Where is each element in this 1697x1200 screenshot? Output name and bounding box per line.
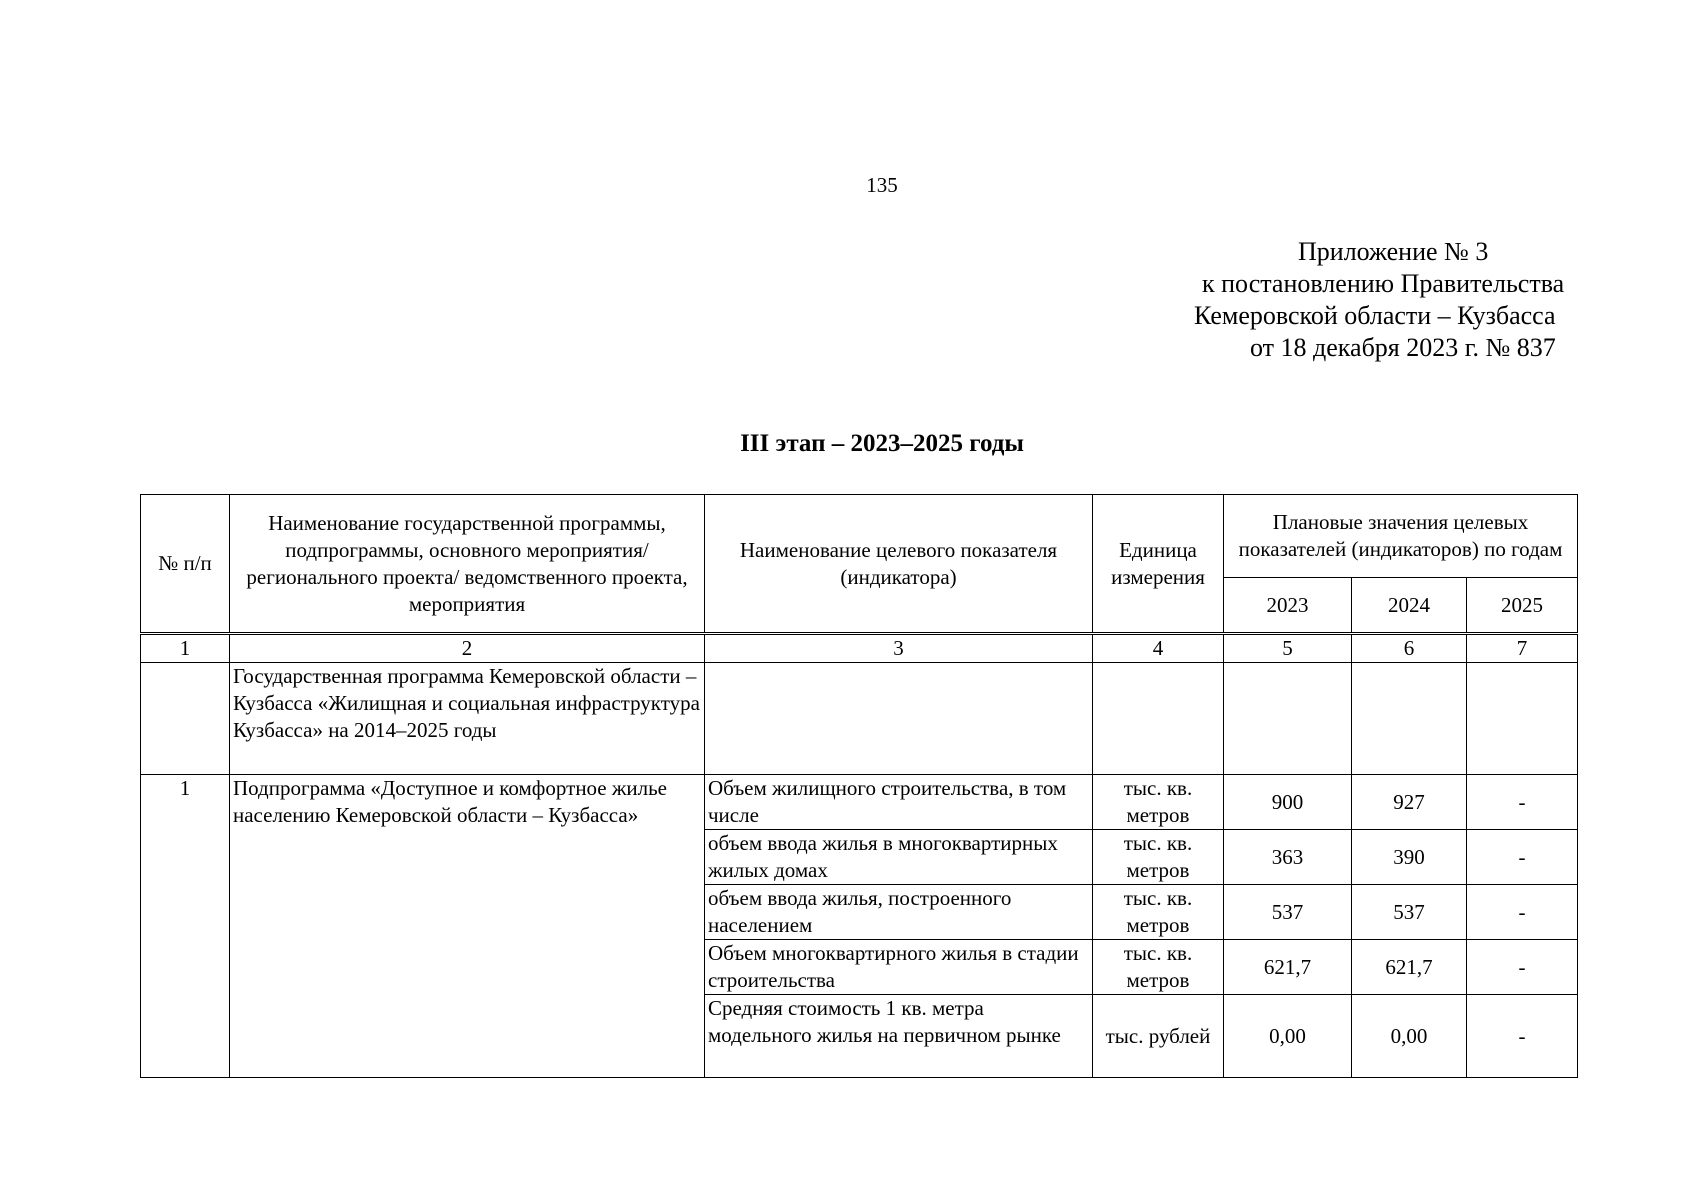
empty-cell	[1224, 663, 1352, 775]
appendix-block	[1180, 236, 1640, 364]
column-number: 1	[141, 634, 230, 663]
value-2025: -	[1467, 775, 1578, 830]
column-number: 7	[1467, 634, 1578, 663]
header-program: Наименование государственной программы, подпрограммы, основного мероприятия/ регионального проекта/ ведомственного проекта, мероприятия	[230, 495, 705, 634]
appendix-line-1: Приложение № 3	[1298, 237, 1489, 266]
indicator-name: объем ввода жилья в многоквартирных жилых домах	[705, 830, 1093, 885]
column-number: 3	[705, 634, 1093, 663]
value-2024: 390	[1352, 830, 1467, 885]
column-number-row	[141, 634, 1578, 663]
value-2025: -	[1467, 940, 1578, 995]
column-number: 4	[1093, 634, 1224, 663]
value-2025: -	[1467, 995, 1578, 1078]
value-2024: 927	[1352, 775, 1467, 830]
empty-cell	[1093, 663, 1224, 775]
indicators-table	[140, 494, 1578, 1078]
header-year-2023: 2023	[1224, 578, 1352, 634]
value-2023: 363	[1224, 830, 1352, 885]
value-2023: 621,7	[1224, 940, 1352, 995]
subprogram-name: Подпрограмма «Доступное и комфортное жилье населению Кемеровской области – Кузбасса»	[230, 775, 705, 1078]
empty-cell	[1467, 663, 1578, 775]
value-2024: 0,00	[1352, 995, 1467, 1078]
program-name: Государственная программа Кемеровской области – Кузбасса «Жилищная и социальная инфраструктура Кузбасса» на 2014–2025 годы	[230, 663, 705, 775]
column-number: 2	[230, 634, 705, 663]
program-num	[141, 663, 230, 775]
header-unit: Единица измерения	[1093, 495, 1224, 634]
empty-cell	[705, 663, 1093, 775]
header-indicator: Наименование целевого показателя (индикатора)	[705, 495, 1093, 634]
value-2023: 537	[1224, 885, 1352, 940]
table-row	[141, 775, 1578, 830]
value-2023: 900	[1224, 775, 1352, 830]
header-year-2024: 2024	[1352, 578, 1467, 634]
page-number: 135	[866, 173, 898, 197]
indicator-name: Объем многоквартирного жилья в стадии строительства	[705, 940, 1093, 995]
indicator-name: Объем жилищного строительства, в том числе	[705, 775, 1093, 830]
empty-cell	[1352, 663, 1467, 775]
indicator-unit: тыс. кв. метров	[1093, 830, 1224, 885]
value-2025: -	[1467, 830, 1578, 885]
program-row	[141, 663, 1578, 775]
table-header-row	[141, 495, 1578, 578]
header-year-2025: 2025	[1467, 578, 1578, 634]
indicator-name: объем ввода жилья, построенного населением	[705, 885, 1093, 940]
header-num: № п/п	[141, 495, 230, 634]
header-planned: Плановые значения целевых показателей (индикаторов) по годам	[1224, 495, 1578, 578]
appendix-line-3: Кемеровской области – Кузбасса	[1194, 301, 1556, 330]
indicator-unit: тыс. кв. метров	[1093, 940, 1224, 995]
indicator-unit: тыс. рублей	[1093, 995, 1224, 1078]
column-number: 6	[1352, 634, 1467, 663]
value-2024: 537	[1352, 885, 1467, 940]
stage-title: III этап – 2023–2025 годы	[740, 430, 1024, 457]
column-number: 5	[1224, 634, 1352, 663]
indicator-unit: тыс. кв. метров	[1093, 885, 1224, 940]
value-2025: -	[1467, 885, 1578, 940]
value-2024: 621,7	[1352, 940, 1467, 995]
indicator-name: Средняя стоимость 1 кв. метра модельного жилья на первичном рынке	[705, 995, 1093, 1078]
subprogram-num: 1	[141, 775, 230, 1078]
appendix-line-4: от 18 декабря 2023 г. № 837	[1250, 333, 1556, 362]
indicator-unit: тыс. кв. метров	[1093, 775, 1224, 830]
appendix-line-2: к постановлению Правительства	[1202, 269, 1565, 298]
value-2023: 0,00	[1224, 995, 1352, 1078]
